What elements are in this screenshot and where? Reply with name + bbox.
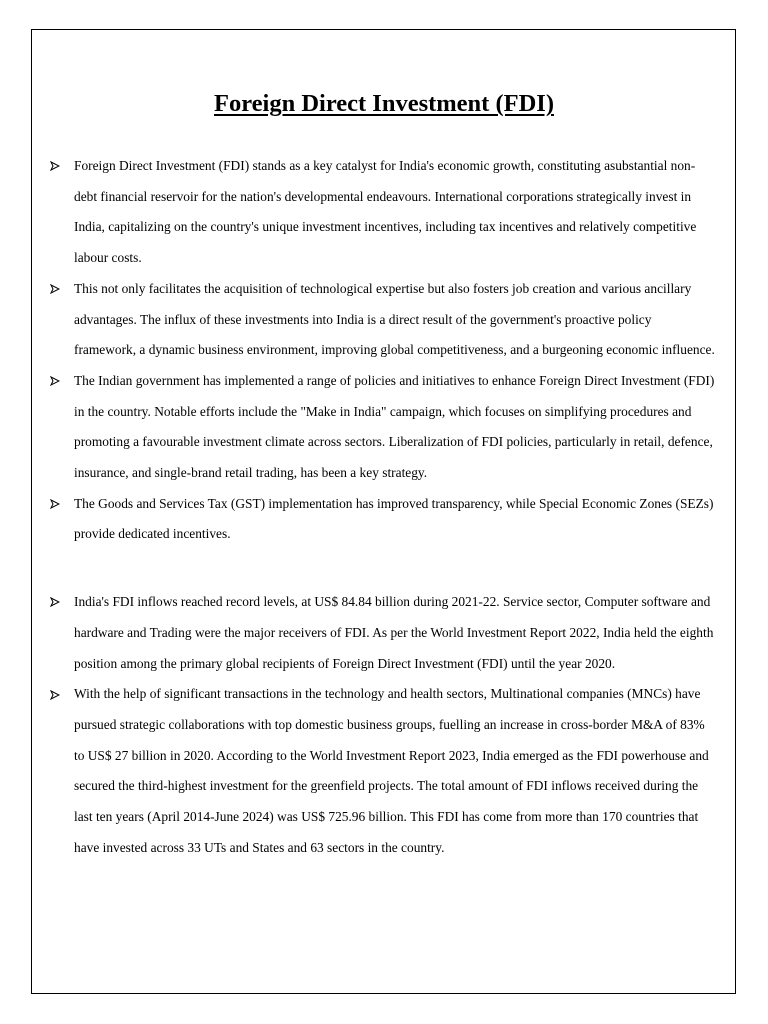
list-item [50,151,716,274]
bullet-text: The Indian government has implemented a range of policies and initiatives to enhance Foreign Direct Investment (FDI) in the country. Notable efforts include the "Make in India" campaign, which focuses on simplifying procedures and promoting a favourable investment climate across sectors. Liberalization of FDI policies, particularly in retail, defence, insurance, and single-brand retail trading, has been a key strategy. [74,372,715,481]
bullet-text: Foreign Direct Investment (FDI) stands as a key catalyst for India's economic growth, constituting asubstantial non-debt financial reservoir for the nation's developmental endeavours. International corporations strategically invest in India, capitalizing on the country's unique investment incentives, including tax incentives and relatively competitive labour costs. [74,158,697,266]
bullet-text: With the help of significant transactions in the technology and health sectors, Multinational companies (MNCs) have pursued strategic collaborations with top domestic business groups, fuelling an increase in cross-border M&A of 83% to US$ 27 billion in 2020. According to the World Investment Report 2023, India emerged as the FDI powerhouse and secured the third-highest investment for the greenfield projects. The total amount of FDI inflows received during the last ten years (April 2014-June 2024) was US$ 725.96 billion. This FDI has come from more than 170 countries that have invested across 33 UTs and States and 63 sectors in the country. [74,686,709,855]
list-item [50,366,716,489]
section-spacer [50,550,716,587]
arrowhead-bullet-icon [50,366,64,397]
arrowhead-bullet-icon [50,489,64,520]
arrowhead-bullet-icon [50,587,64,618]
arrowhead-bullet-icon [50,679,64,710]
list-item [50,587,716,679]
list-item [50,679,716,863]
bullet-list [50,151,716,863]
arrowhead-bullet-icon [50,151,64,182]
list-item [50,274,716,366]
page-title: Foreign Direct Investment (FDI) [214,90,554,117]
bullet-text: India's FDI inflows reached record levels, at US$ 84.84 billion during 2021-22. Service sector, Computer software and hardware and Trading were the major receivers of FDI. As per the World Investment Report 2022, India held the eighth position among the primary global recipients of Foreign Direct Investment (FDI) until the year 2020. [74,594,714,671]
arrowhead-bullet-icon [50,274,64,305]
list-item [50,489,716,550]
bullet-text: This not only facilitates the acquisition of technological expertise but also fosters job creation and various ancillary advantages. The influx of these investments into India is a direct result of the government's proactive policy framework, a dynamic business environment, improving global competitiveness, and a burgeoning economic influence. [74,280,715,358]
bullet-text: The Goods and Services Tax (GST) implementation has improved transparency, while Special Economic Zones (SEZs) provide dedicated incentives. [74,495,714,542]
